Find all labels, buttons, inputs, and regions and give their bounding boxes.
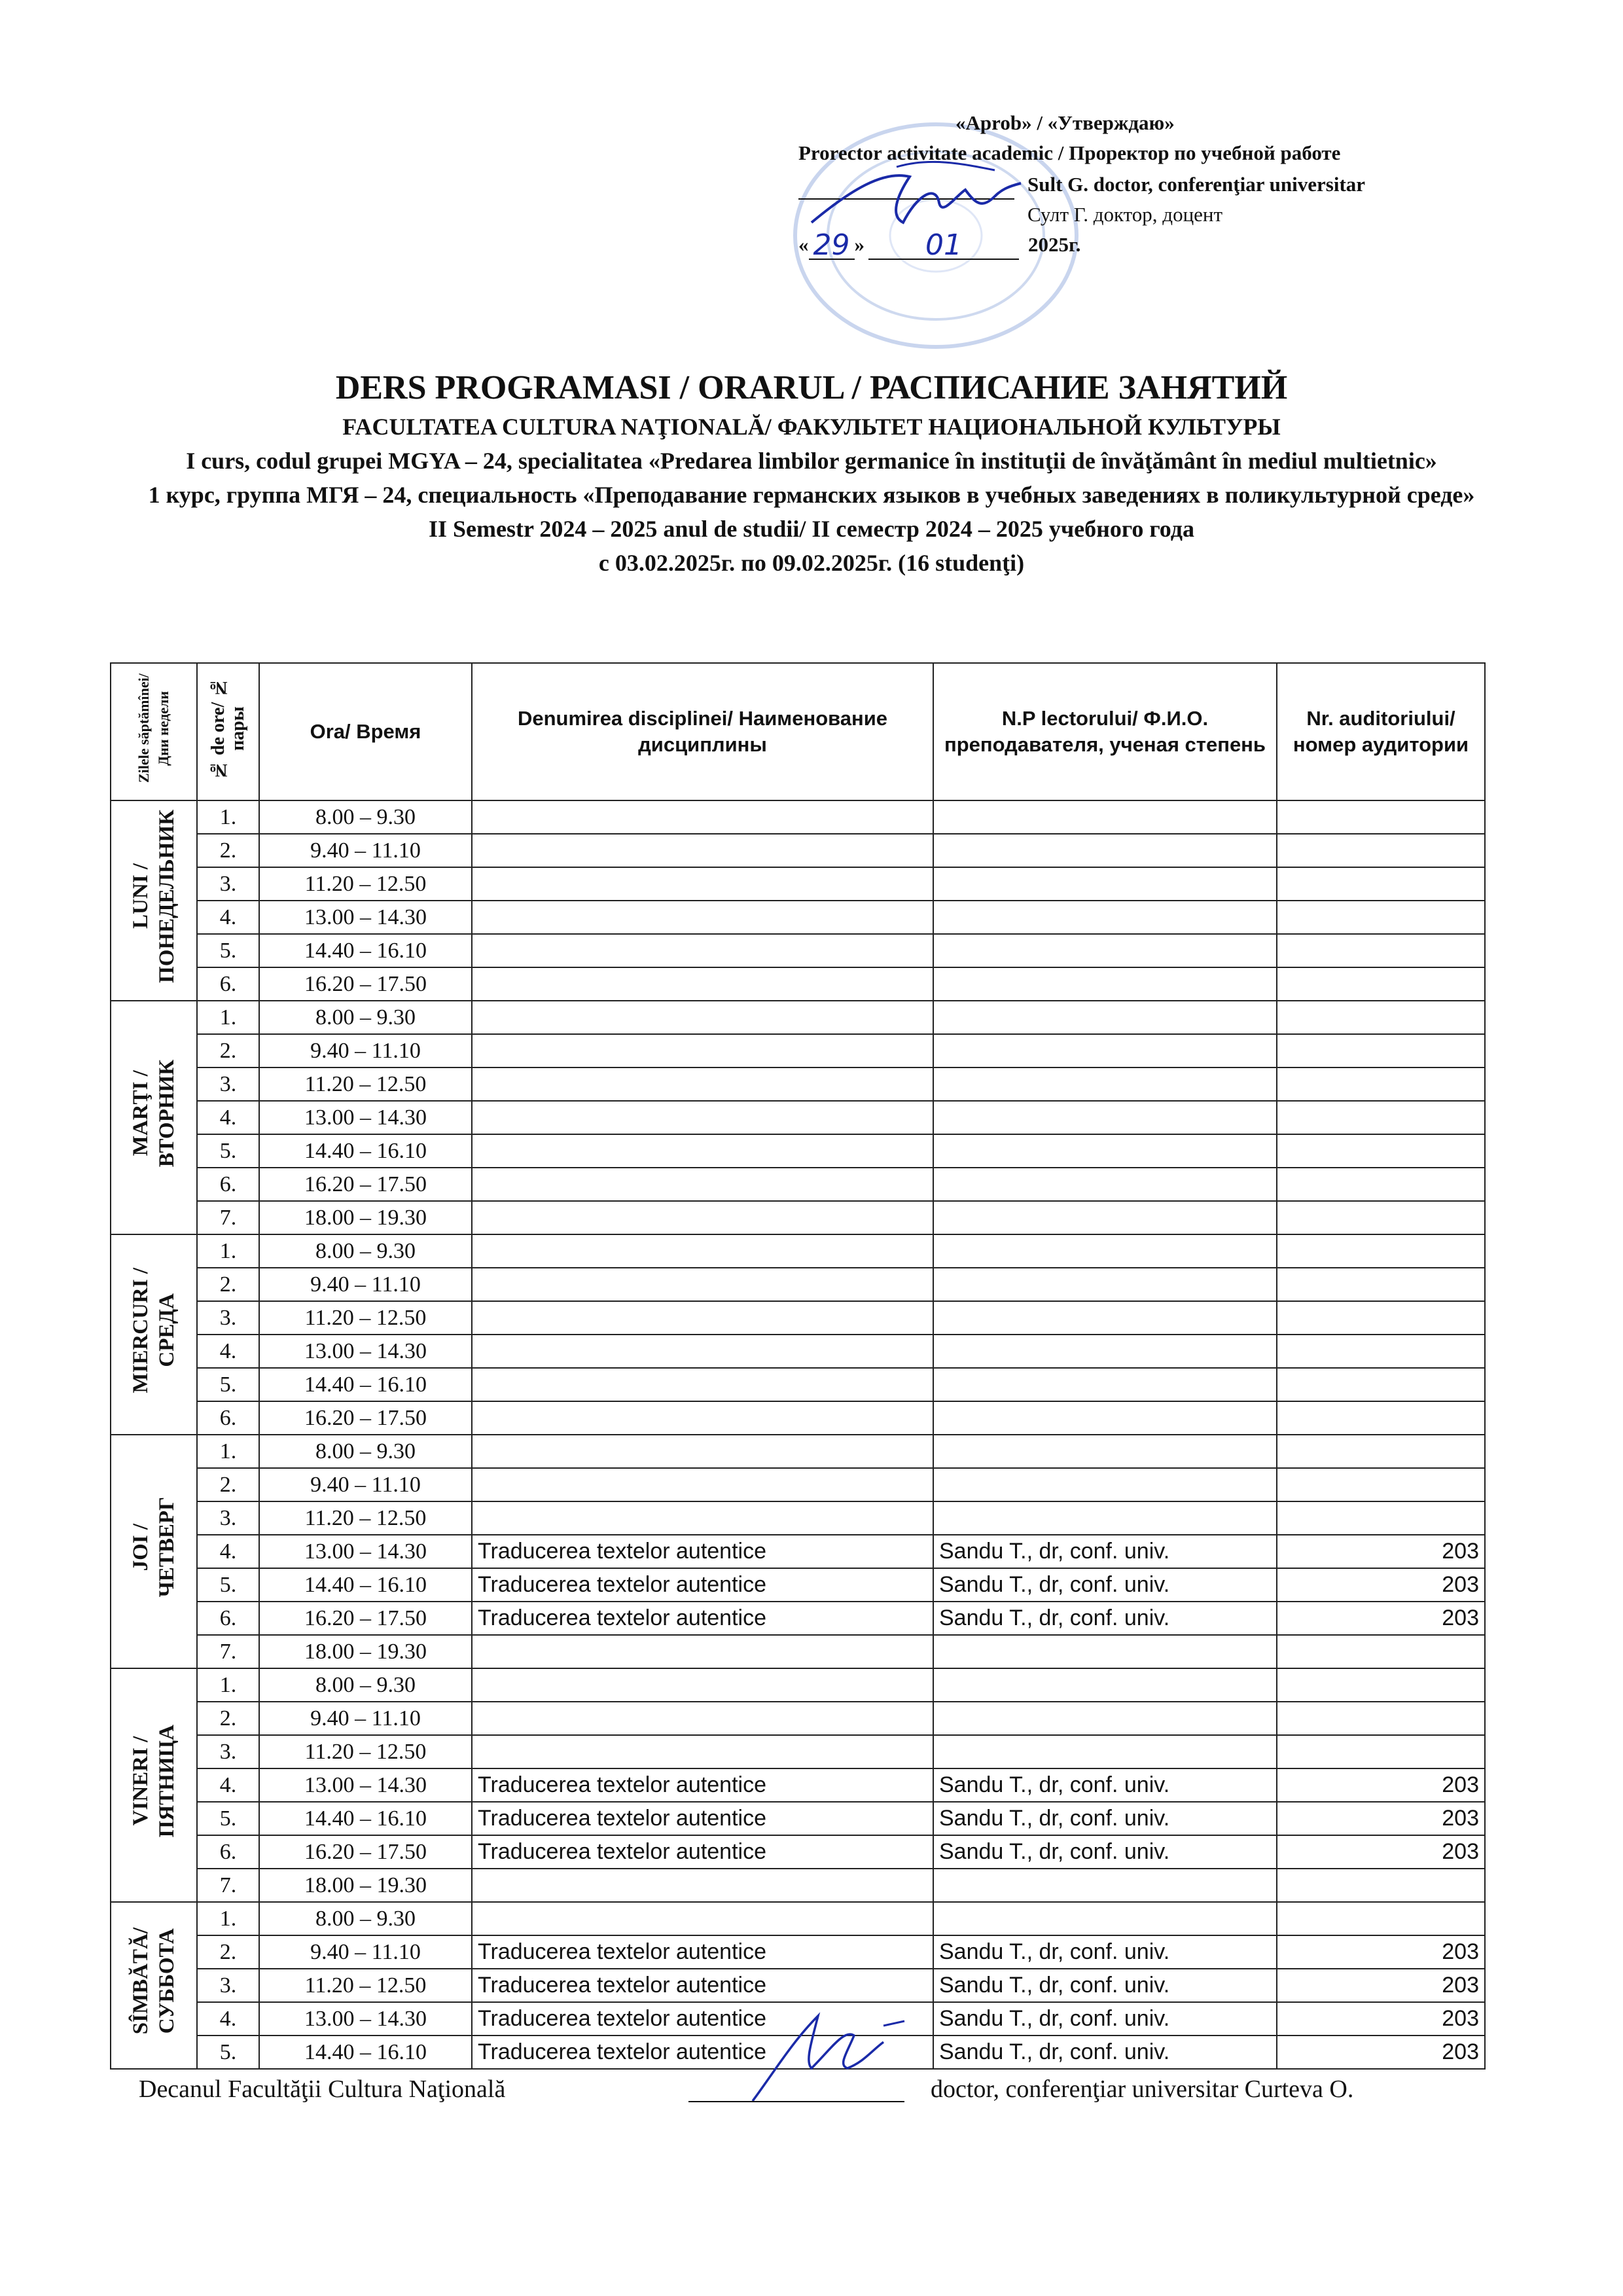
table-row (111, 1802, 1485, 1835)
lecturer-cell (933, 1034, 1277, 1067)
discipline-cell: Traducerea textelor autentice (472, 1802, 933, 1835)
discipline-cell: Traducerea textelor autentice (472, 1935, 933, 1969)
date-close-quote: » (854, 233, 865, 256)
slot-time: 14.40 – 16.10 (259, 1568, 472, 1602)
discipline-cell: Traducerea textelor autentice (472, 1568, 933, 1602)
group-specialty-ru: 1 курс, группа МГЯ – 24, специальность «Преподавание германских языков в учебных заведениях в поликультурной среде» (148, 482, 1475, 508)
slot-time: 13.00 – 14.30 (259, 1535, 472, 1568)
slot-number: 2. (197, 1034, 259, 1067)
discipline-cell (472, 1067, 933, 1101)
slot-number: 4. (197, 1535, 259, 1568)
table-row (111, 1902, 1485, 1935)
discipline-cell (472, 1335, 933, 1368)
table-row (111, 800, 1485, 834)
discipline-cell: Traducerea textelor autentice (472, 1602, 933, 1635)
table-row (111, 1101, 1485, 1134)
schedule-body (111, 800, 1485, 2069)
slot-time: 18.00 – 19.30 (259, 1635, 472, 1668)
header-time: Ora/ Время (259, 663, 472, 800)
discipline-cell (472, 1735, 933, 1768)
date-year: 2025г. (1028, 233, 1081, 256)
slot-number: 4. (197, 901, 259, 934)
room-cell (1277, 1034, 1485, 1067)
slot-number: 3. (197, 1067, 259, 1101)
discipline-cell (472, 1368, 933, 1401)
slot-number: 5. (197, 1802, 259, 1835)
room-cell (1277, 1435, 1485, 1468)
lecturer-cell (933, 901, 1277, 934)
approval-title: «Aprob» / «Утверждаю» (955, 111, 1175, 134)
date-month: 01 (868, 232, 1019, 260)
discipline-cell (472, 1468, 933, 1501)
table-row (111, 1401, 1485, 1435)
lecturer-cell (933, 1635, 1277, 1668)
lecturer-cell (933, 800, 1277, 834)
lecturer-cell (933, 1735, 1277, 1768)
discipline-cell (472, 1702, 933, 1735)
room-cell: 203 (1277, 1768, 1485, 1802)
slot-time: 11.20 – 12.50 (259, 1067, 472, 1101)
lecturer-cell: Sandu T., dr, conf. univ. (933, 1969, 1277, 2002)
lecturer-cell: Sandu T., dr, conf. univ. (933, 2002, 1277, 2036)
discipline-cell: Traducerea textelor autentice (472, 2036, 933, 2069)
room-cell (1277, 1101, 1485, 1134)
day-cell (111, 1001, 197, 1234)
table-row (111, 1702, 1485, 1735)
room-cell (1277, 1301, 1485, 1335)
dean-title: doctor, conferenţiar universitar Curteva O. (931, 2075, 1354, 2103)
approval-signer-ru: Султ Г. доктор, доцент (1027, 203, 1223, 226)
slot-time: 16.20 – 17.50 (259, 1835, 472, 1869)
discipline-cell (472, 1034, 933, 1067)
day-cell (111, 1668, 197, 1902)
slot-number: 3. (197, 1301, 259, 1335)
day-cell (111, 800, 197, 1001)
slot-number: 3. (197, 1969, 259, 2002)
header-lecturer: N.P lectorului/ Ф.И.О. преподавателя, ученая степень (933, 663, 1277, 800)
discipline-cell: Traducerea textelor autentice (472, 1835, 933, 1869)
lecturer-cell (933, 1368, 1277, 1401)
table-row (111, 1301, 1485, 1335)
slot-time: 8.00 – 9.30 (259, 1668, 472, 1702)
slot-number: 4. (197, 2002, 259, 2036)
lecturer-cell (933, 1501, 1277, 1535)
slot-number: 2. (197, 1935, 259, 1969)
lecturer-cell (933, 1168, 1277, 1201)
lecturer-cell (933, 1234, 1277, 1268)
discipline-cell (472, 1902, 933, 1935)
dean-signature (733, 2003, 923, 2108)
day-label: MARŢI / ВТОРНИК (129, 1059, 179, 1168)
slot-time: 13.00 – 14.30 (259, 1335, 472, 1368)
room-cell (1277, 1702, 1485, 1735)
slot-time: 9.40 – 11.10 (259, 1702, 472, 1735)
semester-line: II Semestr 2024 – 2025 anul de studii/ II семестр 2024 – 2025 учебного года (429, 516, 1194, 542)
slot-number: 3. (197, 1735, 259, 1768)
slot-time: 8.00 – 9.30 (259, 1435, 472, 1468)
table-header-row (111, 663, 1485, 800)
lecturer-cell (933, 934, 1277, 967)
slot-time: 13.00 – 14.30 (259, 901, 472, 934)
lecturer-cell (933, 1401, 1277, 1435)
room-cell: 203 (1277, 1568, 1485, 1602)
room-cell (1277, 1134, 1485, 1168)
room-cell (1277, 1335, 1485, 1368)
table-row (111, 1969, 1485, 2002)
table-row (111, 834, 1485, 867)
dean-signature-line (688, 2101, 904, 2102)
discipline-cell: Traducerea textelor autentice (472, 1535, 933, 1568)
discipline-cell (472, 1101, 933, 1134)
table-row (111, 1602, 1485, 1635)
slot-time: 13.00 – 14.30 (259, 2002, 472, 2036)
room-cell (1277, 1501, 1485, 1535)
date-open-quote: « (798, 233, 809, 256)
slot-number: 1. (197, 1668, 259, 1702)
lecturer-cell (933, 867, 1277, 901)
table-row (111, 1067, 1485, 1101)
table-row (111, 1201, 1485, 1234)
lecturer-cell (933, 967, 1277, 1001)
slot-time: 14.40 – 16.10 (259, 1368, 472, 1401)
room-cell (1277, 1168, 1485, 1201)
room-cell: 203 (1277, 1835, 1485, 1869)
approval-position: Prorector activitate academic / Проректор по учебной работе (798, 141, 1341, 164)
table-row (111, 1134, 1485, 1168)
room-cell (1277, 867, 1485, 901)
document-header (98, 367, 1525, 580)
discipline-cell (472, 1668, 933, 1702)
header-number: № de ore/ № пары (197, 663, 259, 800)
discipline-cell (472, 1201, 933, 1234)
room-cell (1277, 1869, 1485, 1902)
room-cell (1277, 1668, 1485, 1702)
slot-number: 6. (197, 1835, 259, 1869)
lecturer-cell (933, 1134, 1277, 1168)
slot-time: 9.40 – 11.10 (259, 1034, 472, 1067)
slot-number: 7. (197, 1635, 259, 1668)
table-row (111, 867, 1485, 901)
slot-time: 14.40 – 16.10 (259, 1802, 472, 1835)
room-cell (1277, 901, 1485, 934)
slot-number: 4. (197, 1101, 259, 1134)
discipline-cell (472, 834, 933, 867)
slot-time: 14.40 – 16.10 (259, 2036, 472, 2069)
lecturer-cell: Sandu T., dr, conf. univ. (933, 1568, 1277, 1602)
room-cell: 203 (1277, 1935, 1485, 1969)
slot-number: 5. (197, 1134, 259, 1168)
slot-number: 2. (197, 1468, 259, 1501)
slot-time: 8.00 – 9.30 (259, 1001, 472, 1034)
slot-number: 5. (197, 934, 259, 967)
table-row (111, 1001, 1485, 1034)
room-cell: 203 (1277, 1802, 1485, 1835)
slot-number: 3. (197, 1501, 259, 1535)
slot-number: 1. (197, 1902, 259, 1935)
date-day: 29 (809, 232, 855, 260)
room-cell (1277, 834, 1485, 867)
room-cell (1277, 1635, 1485, 1668)
day-label: MIERCURI / СРЕДА (129, 1267, 179, 1393)
discipline-cell (472, 1501, 933, 1535)
slot-number: 7. (197, 1869, 259, 1902)
slot-time: 8.00 – 9.30 (259, 1902, 472, 1935)
faculty-name: FACULTATEA CULTURA NAŢIONALĂ/ ФАКУЛЬТЕТ НАЦИОНАЛЬНОЙ КУЛЬТУРЫ (342, 414, 1281, 440)
day-label: SÎMBĂTĂ/ СУББОТА (129, 1928, 179, 2035)
prorector-signature (798, 151, 1034, 249)
discipline-cell (472, 1268, 933, 1301)
room-cell: 203 (1277, 1602, 1485, 1635)
lecturer-cell (933, 1468, 1277, 1501)
table-row (111, 1869, 1485, 1902)
group-specialty-ro: I curs, codul grupei MGYA – 24, specialitatea «Predarea limbilor germanice în instituţii de învăţământ în mediul multietnic» (186, 448, 1437, 474)
slot-number: 6. (197, 1602, 259, 1635)
table-row (111, 1935, 1485, 1969)
slot-time: 11.20 – 12.50 (259, 1735, 472, 1768)
slot-number: 2. (197, 1702, 259, 1735)
discipline-cell (472, 1001, 933, 1034)
slot-time: 8.00 – 9.30 (259, 800, 472, 834)
schedule-table (110, 662, 1486, 2070)
slot-time: 16.20 – 17.50 (259, 1401, 472, 1435)
lecturer-cell (933, 1702, 1277, 1735)
table-row (111, 1335, 1485, 1368)
room-cell (1277, 1368, 1485, 1401)
room-cell: 203 (1277, 1535, 1485, 1568)
discipline-cell (472, 1301, 933, 1335)
lecturer-cell: Sandu T., dr, conf. univ. (933, 2036, 1277, 2069)
discipline-cell (472, 1635, 933, 1668)
slot-time: 11.20 – 12.50 (259, 1969, 472, 2002)
table-row (111, 1501, 1485, 1535)
lecturer-cell: Sandu T., dr, conf. univ. (933, 1535, 1277, 1568)
discipline-cell (472, 1401, 933, 1435)
period-line: с 03.02.2025г. по 09.02.2025г. (16 studenţi) (598, 550, 1025, 576)
room-cell (1277, 1468, 1485, 1501)
slot-number: 1. (197, 1435, 259, 1468)
slot-number: 1. (197, 1234, 259, 1268)
table-row (111, 1435, 1485, 1468)
day-label: JOI / ЧЕТВЕРГ (129, 1497, 179, 1598)
room-cell (1277, 800, 1485, 834)
discipline-cell: Traducerea textelor autentice (472, 2002, 933, 2036)
lecturer-cell (933, 1101, 1277, 1134)
table-row (111, 1568, 1485, 1602)
table-row (111, 1234, 1485, 1268)
room-cell (1277, 1401, 1485, 1435)
discipline-cell (472, 1134, 933, 1168)
discipline-cell (472, 967, 933, 1001)
day-cell (111, 1234, 197, 1435)
table-row (111, 1635, 1485, 1668)
table-row (111, 1668, 1485, 1702)
slot-time: 9.40 – 11.10 (259, 834, 472, 867)
lecturer-cell (933, 1668, 1277, 1702)
slot-time: 11.20 – 12.50 (259, 1501, 472, 1535)
room-cell (1277, 1201, 1485, 1234)
day-label: LUNI / ПОНЕДЕЛЬНИК (129, 810, 179, 983)
room-cell: 203 (1277, 2002, 1485, 2036)
room-cell (1277, 1067, 1485, 1101)
slot-number: 6. (197, 1168, 259, 1201)
discipline-cell (472, 800, 933, 834)
day-label: VINERI / ПЯТНИЦА (129, 1724, 179, 1838)
discipline-cell (472, 1435, 933, 1468)
table-row (111, 1535, 1485, 1568)
slot-number: 5. (197, 1368, 259, 1401)
room-cell (1277, 1234, 1485, 1268)
lecturer-cell (933, 1869, 1277, 1902)
slot-time: 18.00 – 19.30 (259, 1869, 472, 1902)
day-cell (111, 1902, 197, 2069)
discipline-cell (472, 1869, 933, 1902)
slot-number: 1. (197, 1001, 259, 1034)
room-cell: 203 (1277, 2036, 1485, 2069)
slot-number: 5. (197, 2036, 259, 2069)
lecturer-cell: Sandu T., dr, conf. univ. (933, 1602, 1277, 1635)
header-discipline: Denumirea disciplinei/ Наименование дисциплины (472, 663, 933, 800)
slot-time: 16.20 – 17.50 (259, 1602, 472, 1635)
room-cell (1277, 1268, 1485, 1301)
table-row (111, 1468, 1485, 1501)
lecturer-cell: Sandu T., dr, conf. univ. (933, 1935, 1277, 1969)
slot-number: 2. (197, 1268, 259, 1301)
lecturer-cell (933, 1335, 1277, 1368)
approval-signer-ro: Sult G. doctor, conferenţiar universitar (1027, 173, 1366, 196)
room-cell: 203 (1277, 1969, 1485, 2002)
room-cell (1277, 967, 1485, 1001)
day-cell (111, 1435, 197, 1668)
slot-time: 9.40 – 11.10 (259, 1268, 472, 1301)
lecturer-cell (933, 1435, 1277, 1468)
lecturer-cell (933, 1201, 1277, 1234)
table-row (111, 934, 1485, 967)
slot-number: 4. (197, 1768, 259, 1802)
room-cell (1277, 934, 1485, 967)
discipline-cell (472, 867, 933, 901)
slot-time: 9.40 – 11.10 (259, 1935, 472, 1969)
table-row (111, 1268, 1485, 1301)
table-row (111, 1735, 1485, 1768)
lecturer-cell: Sandu T., dr, conf. univ. (933, 1802, 1277, 1835)
lecturer-cell (933, 1268, 1277, 1301)
table-row (111, 1168, 1485, 1201)
dean-label: Decanul Facultăţii Cultura Naţională (139, 2075, 506, 2103)
slot-time: 16.20 – 17.50 (259, 967, 472, 1001)
table-row (111, 1368, 1485, 1401)
discipline-cell (472, 934, 933, 967)
slot-number: 1. (197, 800, 259, 834)
slot-number: 6. (197, 1401, 259, 1435)
slot-time: 16.20 – 17.50 (259, 1168, 472, 1201)
lecturer-cell: Sandu T., dr, conf. univ. (933, 1768, 1277, 1802)
slot-time: 11.20 – 12.50 (259, 1301, 472, 1335)
slot-number: 4. (197, 1335, 259, 1368)
discipline-cell (472, 1168, 933, 1201)
slot-number: 6. (197, 967, 259, 1001)
slot-time: 18.00 – 19.30 (259, 1201, 472, 1234)
slot-number: 3. (197, 867, 259, 901)
table-row (111, 901, 1485, 934)
slot-time: 14.40 – 16.10 (259, 934, 472, 967)
discipline-cell (472, 901, 933, 934)
lecturer-cell (933, 1001, 1277, 1034)
discipline-cell: Traducerea textelor autentice (472, 1969, 933, 2002)
page-title: DERS PROGRAMASI / ORARUL / РАСПИСАНИЕ ЗАНЯТИЙ (335, 369, 1288, 406)
slot-time: 11.20 – 12.50 (259, 867, 472, 901)
table-row (111, 967, 1485, 1001)
lecturer-cell (933, 1301, 1277, 1335)
slot-number: 2. (197, 834, 259, 867)
table-row (111, 1835, 1485, 1869)
lecturer-cell (933, 1067, 1277, 1101)
discipline-cell: Traducerea textelor autentice (472, 1768, 933, 1802)
slot-time: 13.00 – 14.30 (259, 1101, 472, 1134)
table-row (111, 1034, 1485, 1067)
header-room: Nr. auditoriului/ номер аудитории (1277, 663, 1485, 800)
header-days: Zilele săptămînei/ Дни недели (111, 663, 197, 800)
lecturer-cell (933, 1902, 1277, 1935)
table-row (111, 1768, 1485, 1802)
slot-time: 14.40 – 16.10 (259, 1134, 472, 1168)
slot-time: 9.40 – 11.10 (259, 1468, 472, 1501)
room-cell (1277, 1001, 1485, 1034)
slot-number: 5. (197, 1568, 259, 1602)
slot-time: 8.00 – 9.30 (259, 1234, 472, 1268)
room-cell (1277, 1902, 1485, 1935)
slot-time: 13.00 – 14.30 (259, 1768, 472, 1802)
lecturer-cell (933, 834, 1277, 867)
room-cell (1277, 1735, 1485, 1768)
discipline-cell (472, 1234, 933, 1268)
slot-number: 7. (197, 1201, 259, 1234)
lecturer-cell: Sandu T., dr, conf. univ. (933, 1835, 1277, 1869)
